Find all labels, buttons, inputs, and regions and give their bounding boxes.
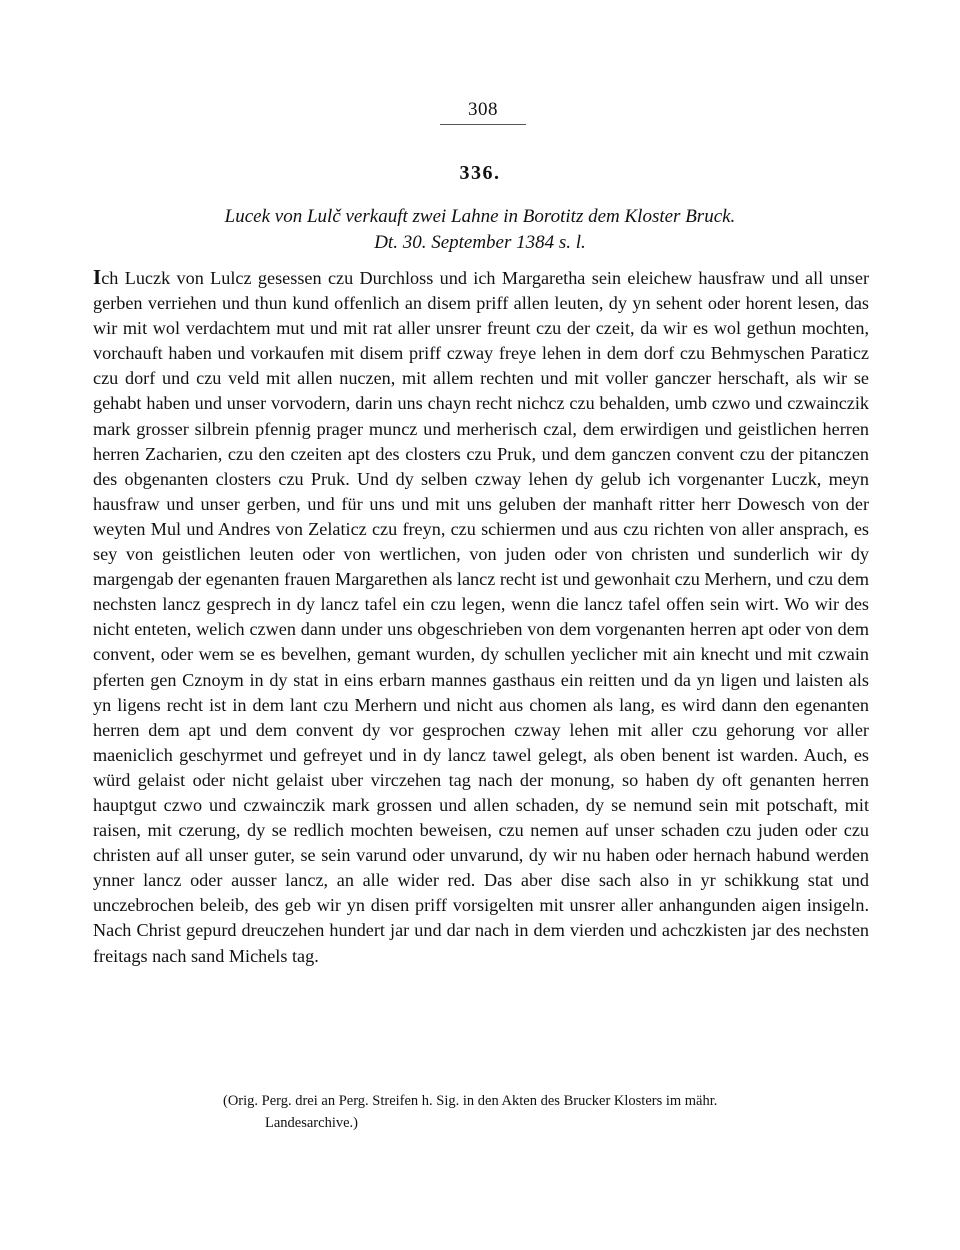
- document-date: Dt. 30. September 1384 s. l.: [374, 232, 586, 253]
- source-note-line-2: Landesarchive.): [265, 1115, 358, 1131]
- document-body: [93, 265, 869, 969]
- document-number: 336.: [459, 162, 501, 184]
- initial-letter: I: [93, 265, 102, 289]
- document-heading: Lucek von Lulč verkauft zwei Lahne in Borotitz dem Kloster Bruck.: [224, 206, 736, 227]
- source-note-line-1: (Orig. Perg. drei an Perg. Streifen h. Sig. in den Akten des Brucker Klosters im mähr.: [223, 1093, 718, 1109]
- body-text: ch Luczk von Lulcz gesessen czu Durchloss und ich Margaretha sein eleichew hausfraw und all unser gerben verriehen und thun kund offenlich an disem priff allen leuten, dy yn sehent oder horent lesen, das wir mit wol verdachtem mut und mit rat aller unsrer freunt czu der czeit, da wir es wol gethun mochten, vorchauft haben und vorkaufen mit disem priff czway freye lehen in dem dorf czu Behmyschen Paraticz czu dorf und czu veld mit allen nuczen, mit allem rechten und mit voller ganczer herschaft, als wir se gehabt haben und unser vorvodern, darin uns chayn recht nichcz czu behalden, umb czwo und czwainczik mark grosser silbrein pfennig prager muncz und merherisch czal, dem erwirdigen und geistlichen herren herren Zacharien, czu den czeiten apt des closters czu Pruk, und dem ganczen convent czu der pitanczen des obgenanten closters czu Pruk. Und dy selben czway lehen dy gelub ich vorgenanter Luczk, meyn hausfraw und unser gerben, und für uns und mit uns geluben der manhaft ritter herr Dowesch von der weyten Mul und Andres von Zelaticz czu freyn, czu schiermen und aus czu richten von aller ansprach, es sey von geistlichen leuten oder von wertlichen, von juden oder von christen und sunderlich wir dy margengab der egenanten frauen Margarethen als lancz recht ist und gewonhait czu Merhern, und czu dem nechsten lancz gesprech in dy lancz tafel ein czu legen, wenn die lancz tafel offen sein wirt. Wo wir des nicht enteten, welich czwen dann under uns obgeschrieben von dem vorgenanten herren apt oder von dem convent, oder wem se es bevelhen, gemant wurden, dy schullen yeclicher mit ain knecht und mit czwain pferten gen Cznoym in dy stat in eins erbarn mannes gasthaus ein reitten und da yn ligen und laisten als yn ligens recht ist in dem lant czu Merhern und nicht aus chomen als lang, es wird dann den egenanten herren dem apt und dem convent dy vor gesprochen czway lehen mit aller czu gehorung vor aller maeniclich geschyrmet und gefreyet und in dy lancz tawel gelegt, als oben benent ist warden. Auch, es würd gelaist oder nicht gelaist uber virczehen tag nach der monung, so haben dy oft genanten herren hauptgut czwo und czwainczik mark grossen und allen schaden, dy se nemund sein mit potschaft, mit raisen, mit czerung, dy se redlich mochten beweisen, czu nemen auf unser schaden czu juden oder czu christen auf all unser guter, se sein varund oder unvarund, dy wir nu haben oder hernach habund werden ynner lancz oder ausser lancz, an alle wider red. Das aber dise sach also in yr schikkung stat und unczebrochen beleib, des geb wir yn disen priff vorsigelten mit unsrer aller anhangunden aigen insigeln. Nach Christ gepurd dreuczehen hundert jar und dar nach in dem vierden und achczkisten jar des nechsten freitags nach sand Michels tag.: [93, 268, 870, 966]
- page-number: 308: [468, 99, 498, 120]
- source-note: [93, 1090, 869, 1134]
- page-number-rule: [440, 124, 526, 125]
